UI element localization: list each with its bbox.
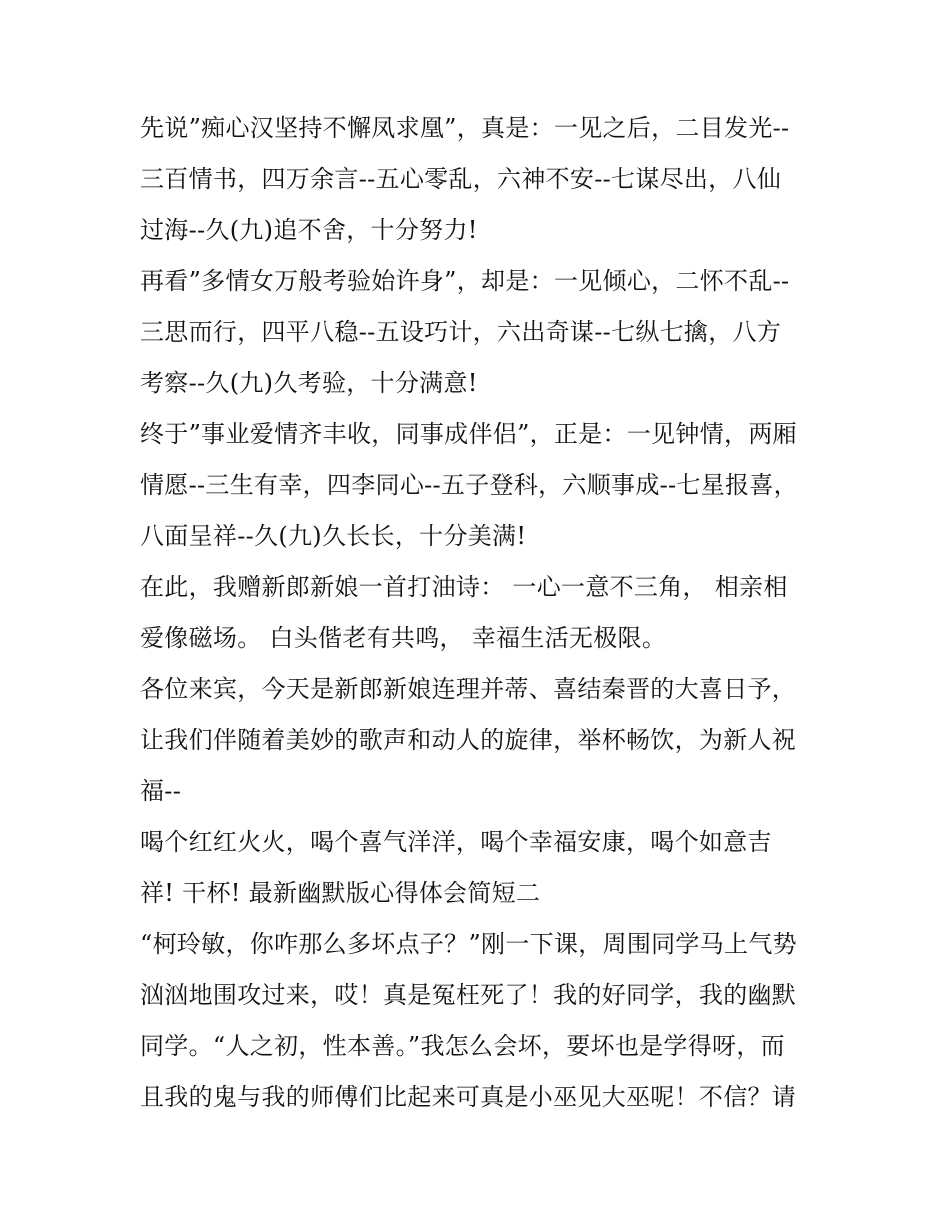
text-line: 爱像磁场。 白头偕老有共鸣， 幸福生活无极限。 xyxy=(140,624,667,652)
text-line: 终于”事业爱情齐丰收，同事成伴侣”，正是：一见钟情，两厢 xyxy=(140,420,797,448)
text-line: 福-- xyxy=(140,777,182,805)
text-line: 同学。“人之初，性本善。”我怎么会坏，要坏也是学得呀，而 xyxy=(140,1032,785,1060)
text-line: 三思而行，四平八稳--五设巧计，六出奇谋--七纵七擒，八方 xyxy=(140,318,782,346)
text-line: 再看”多情女万般考验始许身”，却是：一见倾心，二怀不乱-- xyxy=(140,267,790,295)
text-line: 在此，我赠新郎新娘一首打油诗： 一心一意不三角， 相亲相 xyxy=(140,573,788,601)
text-line: 三百情书，四万余言--五心零乱，六神不安--七谋尽出，八仙 xyxy=(140,165,782,193)
document-body xyxy=(140,103,820,1123)
text-line: 祥! 干杯! 最新幽默版心得体会简短二 xyxy=(140,879,541,907)
text-line: 八面呈祥--久(九)久长长，十分美满! xyxy=(140,522,527,550)
text-line: 考察--久(九)久考验，十分满意! xyxy=(140,369,478,397)
text-line: 喝个红红火火，喝个喜气洋洋，喝个幸福安康，喝个如意吉 xyxy=(140,828,772,856)
text-line: 且我的鬼与我的师傅们比起来可真是小巫见大巫呢！不信？请 xyxy=(140,1083,797,1111)
text-line: 情愿--三生有幸，四李同心--五子登科，六顺事成--七星报喜， xyxy=(140,471,798,499)
text-line: 过海--久(九)追不舍，十分努力! xyxy=(140,216,478,244)
text-line: 各位来宾，今天是新郎新娘连理并蒂、喜结秦晋的大喜日予， xyxy=(140,675,797,703)
text-line: “柯玲敏，你咋那么多坏点子？”刚一下课，周围同学马上气势 xyxy=(140,930,797,958)
text-line: 让我们伴随着美妙的歌声和动人的旋律，举杯畅饮，为新人祝 xyxy=(140,726,797,754)
text-line: 先说”痴心汉坚持不懈凤求凰”，真是：一见之后，二目发光-- xyxy=(140,114,790,142)
text-line: 汹汹地围攻过来，哎！真是冤枉死了！我的好同学，我的幽默 xyxy=(140,981,797,1009)
